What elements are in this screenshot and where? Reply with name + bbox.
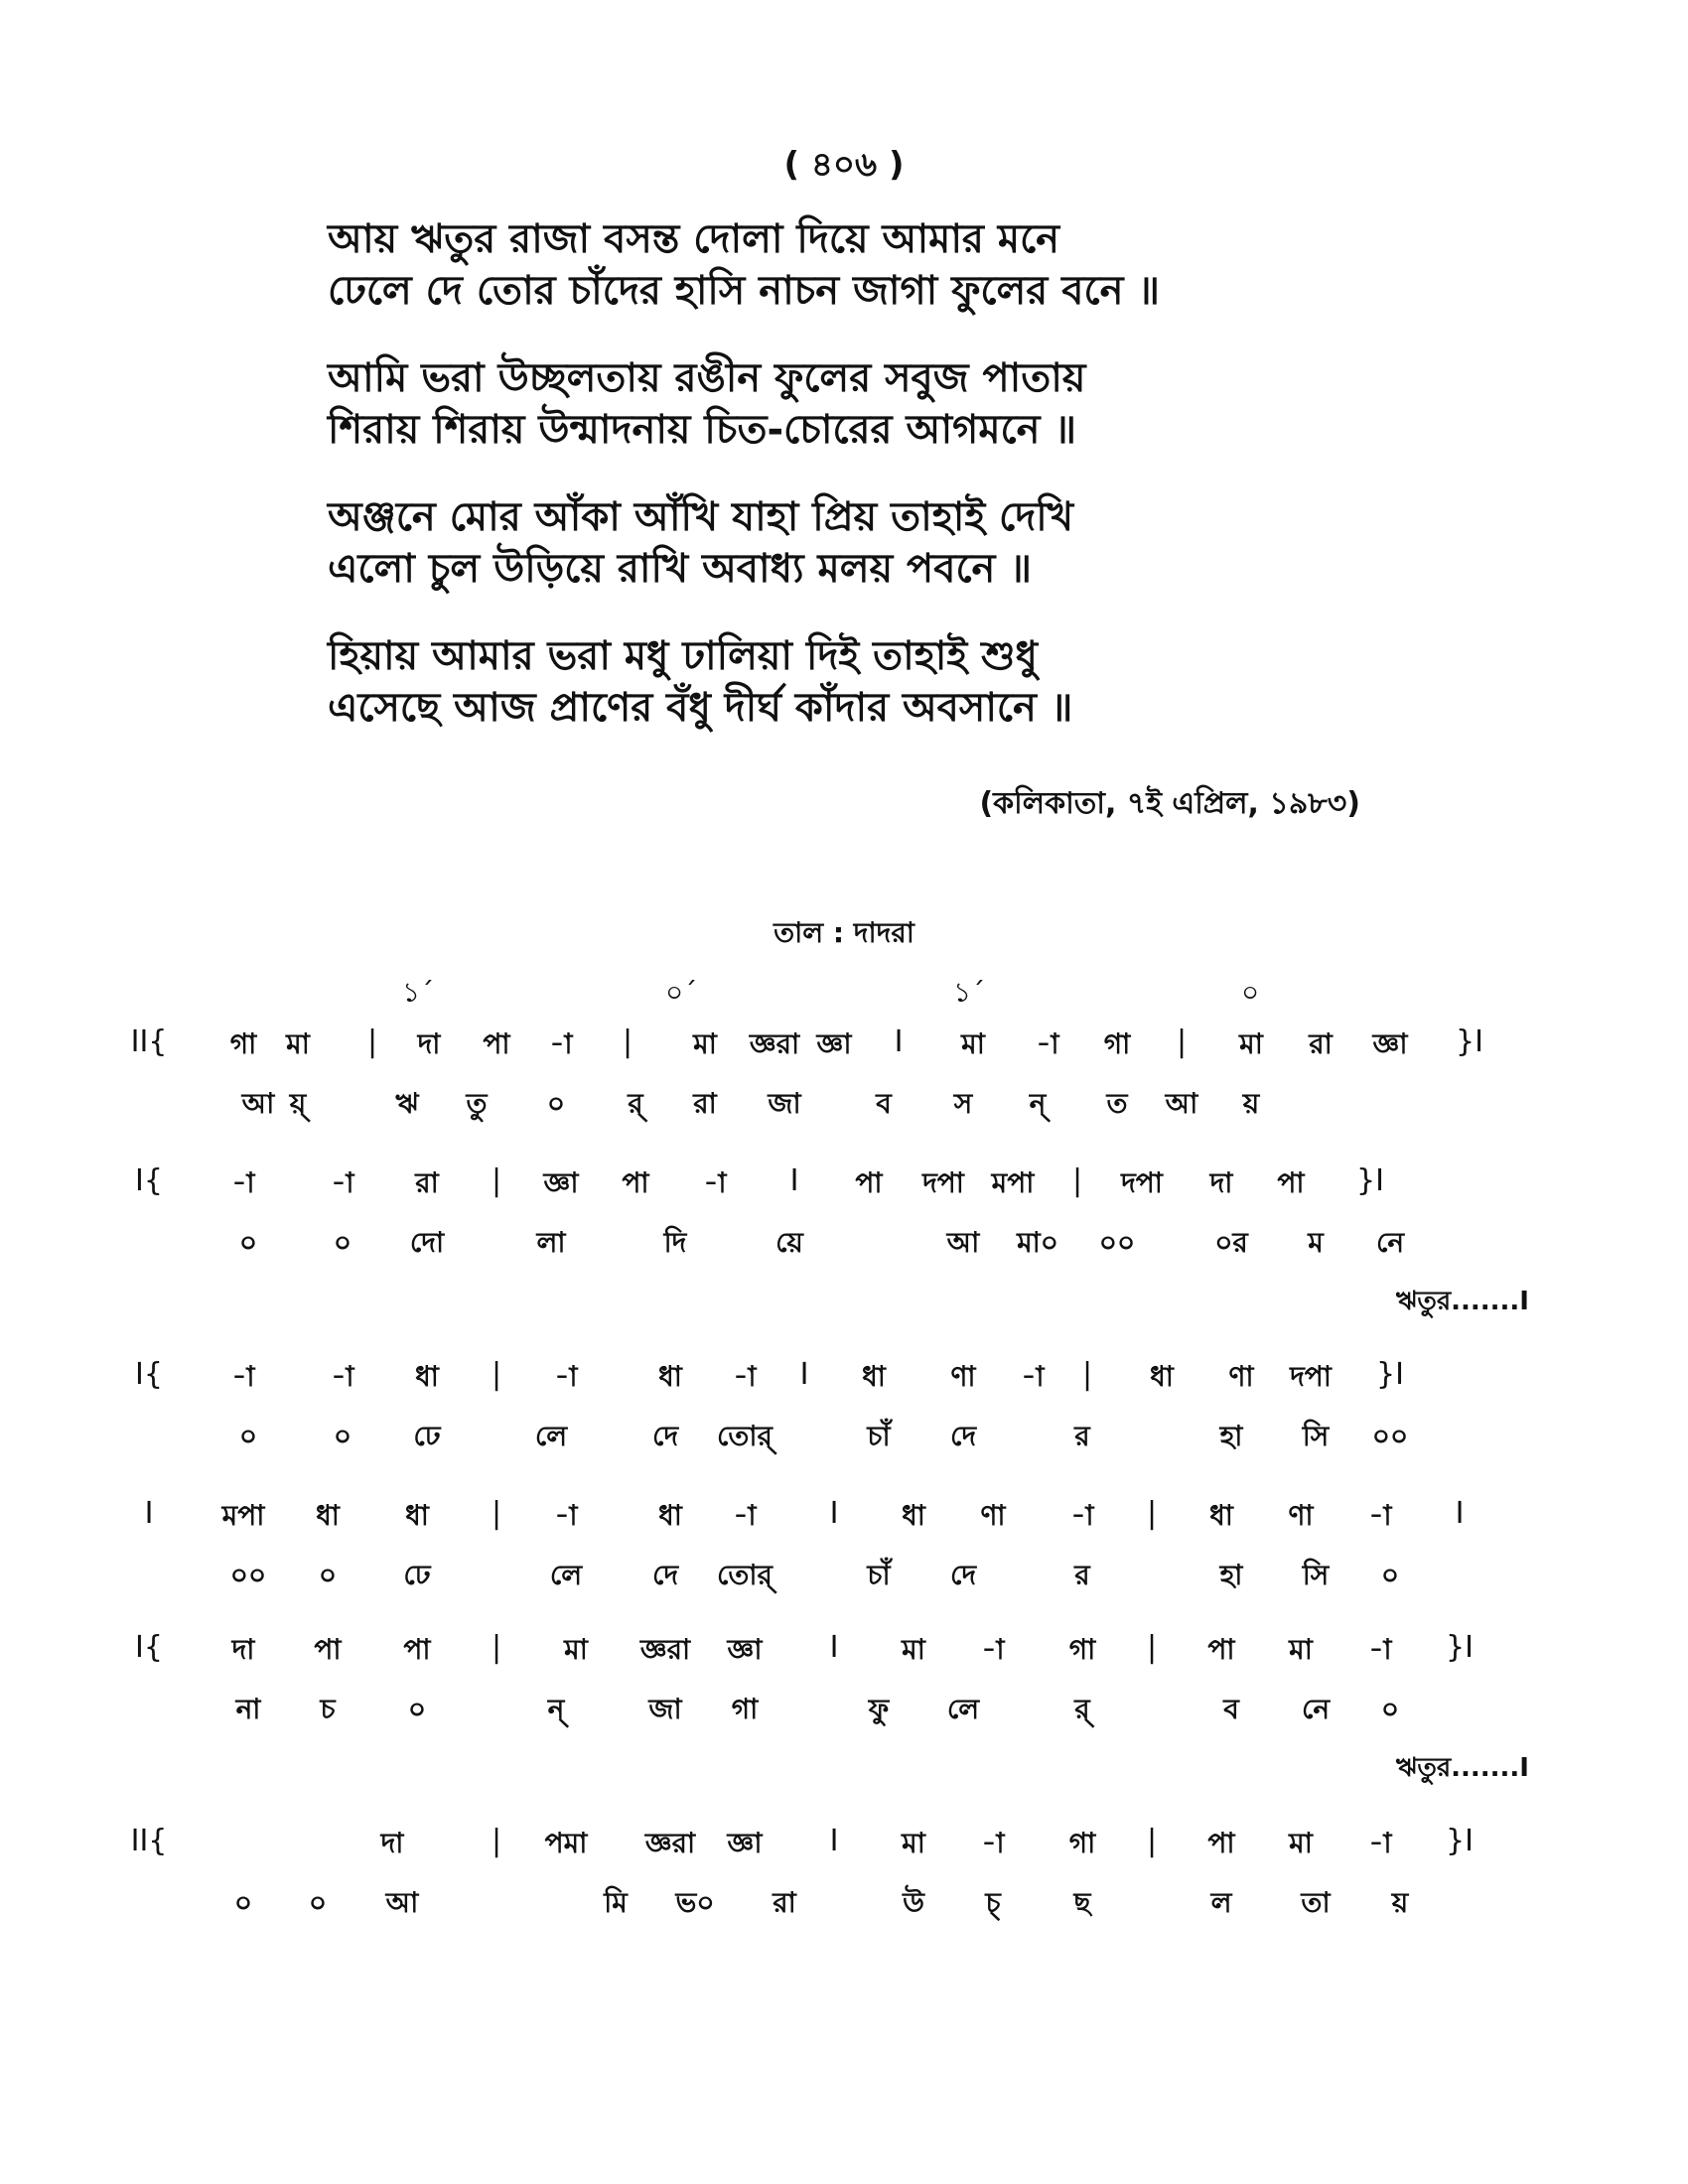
swara-note: -া (1368, 1633, 1392, 1666)
lyric-syllable: সি (1302, 1420, 1330, 1452)
swara-note: -া (554, 1499, 578, 1532)
swara-note: জ্ঞা (543, 1166, 579, 1199)
swara-note: ণা (1228, 1360, 1254, 1393)
swara-note: -া (1070, 1499, 1094, 1532)
lyric-syllable: য় (1391, 1886, 1409, 1919)
swara-note: ধা (862, 1360, 886, 1393)
swara-note: পা (483, 1027, 510, 1060)
lyric-syllable: তু (466, 1087, 488, 1120)
swara-note: মা (961, 1027, 985, 1060)
lyric-syllable: ল (1210, 1886, 1232, 1919)
lyric-syllable: ০০ (1371, 1420, 1409, 1452)
lyric-syllable: লে (534, 1420, 568, 1452)
swara-note: দপা (1290, 1360, 1332, 1393)
swara-note: দা (1209, 1166, 1233, 1199)
swara-note: ধা (658, 1499, 682, 1532)
poem-line: অঞ্জনে মোর আঁকা আঁখি যাহা প্রিয় তাহাই দেখি (328, 494, 1074, 540)
swara-note: জ্ঞরা (644, 1827, 696, 1859)
lyric-syllable: জা (768, 1087, 801, 1120)
bar-line: | (491, 1163, 502, 1198)
swara-note: ধা (658, 1360, 682, 1393)
bar-line: }I (1446, 1824, 1474, 1858)
lyric-syllable: র (1074, 1559, 1090, 1591)
swara-note: -া (1368, 1827, 1392, 1859)
lyric-syllable: ০০ (229, 1559, 267, 1591)
lyric-syllable: ছ (1073, 1886, 1091, 1919)
swara-note: মা (902, 1633, 925, 1666)
bar-line: I (894, 1024, 904, 1059)
lyric-syllable: য় (1242, 1087, 1260, 1120)
refrain-cue: ঋতুর.......I (1395, 1753, 1529, 1783)
lyric-syllable: গা (731, 1693, 759, 1725)
lyric-syllable: লা (536, 1226, 566, 1259)
lyric-syllable: রা (773, 1886, 796, 1919)
bar-line: | (622, 1024, 633, 1059)
poem-line: শিরায় শিরায় উন্মাদনায় চিত-চোরের আগমনে ॥ (328, 407, 1077, 453)
lyric-row (149, 1554, 1539, 1603)
swara-note: জ্ঞা (1372, 1027, 1408, 1060)
swara-note: -া (231, 1360, 255, 1393)
swara-note: -া (733, 1499, 757, 1532)
refrain-cue: ঋতুর.......I (1395, 1287, 1529, 1316)
poem-line: আমি ভরা উচ্ছলতায় রঙীন ফুলের সবুজ পাতায় (328, 355, 1086, 401)
swara-note: -া (331, 1166, 354, 1199)
swara-note: মা (564, 1633, 588, 1666)
bar-line: I (144, 1496, 154, 1531)
page-number: ( ৪০৬ ) (783, 145, 905, 185)
swara-note: -া (231, 1166, 255, 1199)
lyric-syllable: ০ (318, 1559, 338, 1591)
lyric-syllable: ০ (546, 1087, 566, 1120)
bar-line: }I (1456, 1024, 1483, 1059)
swara-note: মা (693, 1027, 717, 1060)
poem-stanza-4 (328, 630, 1072, 734)
lyric-row (149, 1415, 1539, 1464)
lyric-syllable: আ (241, 1087, 275, 1120)
swara-note: মপা (991, 1166, 1035, 1199)
swara-note: পা (1207, 1827, 1235, 1859)
swara-note: জ্ঞরা (749, 1027, 800, 1060)
poem-line: এলো চুল উড়িয়ে রাখি অবাধ্য মলয় পবনে ॥ (328, 546, 1032, 592)
lyric-syllable: ০ (407, 1693, 427, 1725)
lyric-syllable: নে (1301, 1693, 1331, 1725)
swara-note: মা (902, 1827, 925, 1859)
swara-note: দপা (1121, 1166, 1163, 1199)
swara-note: -া (981, 1633, 1005, 1666)
swara-note: -া (549, 1027, 573, 1060)
swara-note: ধা (902, 1499, 925, 1532)
swara-note: মা (286, 1027, 310, 1060)
swara-note: দা (380, 1827, 404, 1859)
beat-mark: ১´ (953, 976, 986, 1009)
lyric-syllable: দি (663, 1226, 687, 1259)
poem-line: ঢেলে দে তোর চাঁদের হাসি নাচন জাগা ফুলের বনে ॥ (328, 268, 1160, 314)
lyric-row (149, 1221, 1539, 1271)
bar-line: I{ (135, 1163, 163, 1198)
bar-line: | (1146, 1630, 1158, 1665)
lyric-syllable: ত (1106, 1087, 1128, 1120)
lyric-syllable: ঢে (413, 1420, 441, 1452)
bar-line: II{ (130, 1824, 168, 1858)
lyric-syllable: ফু (868, 1693, 890, 1725)
lyric-syllable: য়ে (775, 1226, 803, 1259)
bar-line: | (491, 1630, 502, 1665)
swara-note: দা (231, 1633, 255, 1666)
swara-note: ধা (1150, 1360, 1174, 1393)
lyric-syllable: আ (946, 1226, 980, 1259)
swara-note: -া (554, 1360, 578, 1393)
swara-note: মা (1239, 1027, 1263, 1060)
swara-note: জ্ঞা (816, 1027, 852, 1060)
beat-mark: ১´ (402, 976, 435, 1009)
lyric-syllable: ০ (238, 1226, 258, 1259)
lyric-syllable: আ (385, 1886, 419, 1919)
lyric-syllable: ভ০ (675, 1886, 715, 1919)
swara-note: গা (1103, 1027, 1131, 1060)
bar-line: }I (1446, 1630, 1474, 1665)
swara-note: দপা (922, 1166, 964, 1199)
lyric-syllable: মা০ (1017, 1226, 1058, 1259)
poem-line: হিয়ায় আমার ভরা মধু ঢালিয়া দিই তাহাই শুধু (328, 633, 1038, 679)
swara-note: ণা (950, 1360, 976, 1393)
lyric-syllable: লে (946, 1693, 980, 1725)
lyric-syllable: নে (1375, 1226, 1405, 1259)
lyric-syllable: ০ (1380, 1693, 1400, 1725)
lyric-syllable: ন্ (547, 1693, 565, 1725)
swara-note: গা (229, 1027, 257, 1060)
bar-line: | (1081, 1357, 1093, 1392)
bar-line: I (829, 1630, 839, 1665)
beat-mark: ০ (1241, 976, 1260, 1009)
bar-line: I (1455, 1496, 1465, 1531)
lyric-syllable: চাঁ (867, 1559, 891, 1591)
lyric-syllable: না (235, 1693, 261, 1725)
lyric-syllable: ব (1223, 1693, 1239, 1725)
swara-note: রা (415, 1166, 439, 1199)
swara-note: পা (855, 1166, 883, 1199)
swara-note: -া (733, 1360, 757, 1393)
bar-line: | (491, 1496, 502, 1531)
lyric-syllable: ন্ (1029, 1087, 1047, 1120)
beat-mark: ০´ (665, 976, 698, 1009)
lyric-syllable: দে (949, 1559, 977, 1591)
bar-line: | (366, 1024, 378, 1059)
swara-row (135, 1628, 1539, 1678)
lyric-row (149, 1082, 1539, 1132)
dateline: (কলিকাতা, ৭ই এপ্রিল, ১৯৮৩) (979, 786, 1360, 821)
lyric-syllable: ০ (1380, 1559, 1400, 1591)
lyric-syllable: চ (320, 1693, 336, 1725)
swara-note: ধা (405, 1499, 429, 1532)
swara-row (135, 1355, 1539, 1405)
lyric-syllable: দে (651, 1420, 679, 1452)
swara-note: -া (331, 1360, 354, 1393)
lyric-syllable: স (953, 1087, 973, 1120)
swara-note: ণা (1288, 1499, 1314, 1532)
poem-line: এসেছে আজ প্রাণের বঁধু দীর্ঘ কাঁদার অবসানে ॥ (328, 685, 1073, 731)
bar-line: }I (1376, 1357, 1404, 1392)
lyric-syllable: তা (1301, 1886, 1331, 1919)
lyric-syllable: ০ (333, 1226, 352, 1259)
swara-note: পা (1277, 1166, 1305, 1199)
poem-stanza-3 (328, 491, 1073, 595)
poem-stanza-2 (328, 352, 1085, 456)
lyric-syllable: হা (1219, 1559, 1243, 1591)
swara-note: গা (1068, 1827, 1096, 1859)
swara-note: -া (703, 1166, 727, 1199)
bar-line: I (799, 1357, 809, 1392)
lyric-syllable: তোর্ (717, 1420, 773, 1452)
bar-line: I (829, 1496, 839, 1531)
lyric-syllable: মি (604, 1886, 628, 1919)
swara-row (130, 1822, 1539, 1871)
lyric-syllable: জা (648, 1693, 682, 1725)
swara-note: মা (1289, 1827, 1313, 1859)
lyric-syllable: দো (409, 1226, 445, 1259)
swara-note: জ্ঞরা (639, 1633, 691, 1666)
lyric-syllable: ০র (1214, 1226, 1248, 1259)
bar-line: | (1071, 1163, 1083, 1198)
bar-line: II{ (130, 1024, 168, 1059)
lyric-syllable: ০০ (1098, 1226, 1136, 1259)
swara-note: পা (403, 1633, 431, 1666)
swara-note: মা (1289, 1633, 1313, 1666)
lyric-syllable: ঋ (395, 1087, 419, 1120)
swara-note: পা (314, 1633, 342, 1666)
lyric-syllable: ম (1308, 1226, 1324, 1259)
lyric-syllable: হা (1219, 1420, 1243, 1452)
swara-note: পমা (544, 1827, 588, 1859)
swara-note: পা (1207, 1633, 1235, 1666)
lyric-syllable: ০ (333, 1420, 352, 1452)
swara-row (135, 1161, 1539, 1211)
swara-row (144, 1494, 1539, 1544)
bar-line: | (1146, 1496, 1158, 1531)
swara-note: গা (1068, 1633, 1096, 1666)
swara-note: -া (981, 1827, 1005, 1859)
swara-note: পা (622, 1166, 649, 1199)
lyric-syllable: সি (1302, 1559, 1330, 1591)
swara-row (130, 1023, 1539, 1072)
bar-line: }I (1356, 1163, 1384, 1198)
swara-note: মপা (221, 1499, 265, 1532)
swara-note: -া (1036, 1027, 1059, 1060)
lyric-syllable: রা (693, 1087, 717, 1120)
bar-line: I (829, 1824, 839, 1858)
lyric-syllable: তোর্ (717, 1559, 773, 1591)
lyric-row (149, 1688, 1539, 1737)
bar-line: | (1176, 1024, 1188, 1059)
lyric-syllable: র্ (628, 1087, 643, 1120)
lyric-syllable: র (1074, 1420, 1090, 1452)
bar-line: I{ (135, 1357, 163, 1392)
swara-note: রা (1309, 1027, 1333, 1060)
lyric-syllable: উ (903, 1886, 924, 1919)
lyric-syllable: দে (949, 1420, 977, 1452)
bar-line: | (491, 1357, 502, 1392)
bar-line: I{ (135, 1630, 163, 1665)
swara-note: জ্ঞা (727, 1633, 763, 1666)
lyric-syllable: চাঁ (867, 1420, 891, 1452)
swara-note: দা (417, 1027, 441, 1060)
lyric-syllable: ০ (238, 1420, 258, 1452)
lyric-syllable: য়্ (289, 1087, 307, 1120)
tala-label: তাল : দাদরা (774, 916, 914, 949)
swara-note: -া (1021, 1360, 1045, 1393)
lyric-syllable: ঢে (403, 1559, 431, 1591)
lyric-syllable: ০ (308, 1886, 328, 1919)
lyric-syllable: চ্ (985, 1886, 1001, 1919)
lyric-syllable: র্ (1074, 1693, 1090, 1725)
lyric-syllable: লে (549, 1559, 583, 1591)
bar-line: | (1146, 1824, 1158, 1858)
swara-note: ধা (1209, 1499, 1233, 1532)
lyric-syllable: ব (876, 1087, 892, 1120)
swara-note: ধা (316, 1499, 340, 1532)
poem-stanza-1 (328, 213, 1160, 317)
lyric-syllable: দে (651, 1559, 679, 1591)
swara-note: জ্ঞা (727, 1827, 763, 1859)
lyric-row (149, 1881, 1539, 1931)
lyric-syllable: আ (1165, 1087, 1198, 1120)
lyric-syllable: ০ (233, 1886, 253, 1919)
swara-note: ণা (980, 1499, 1006, 1532)
bar-line: | (491, 1824, 502, 1858)
bar-line: I (789, 1163, 799, 1198)
swara-note: ধা (415, 1360, 439, 1393)
swara-note: -া (1368, 1499, 1392, 1532)
poem-line: আয় ঋতুর রাজা বসন্ত দোলা দিয়ে আমার মনে (328, 216, 1060, 262)
